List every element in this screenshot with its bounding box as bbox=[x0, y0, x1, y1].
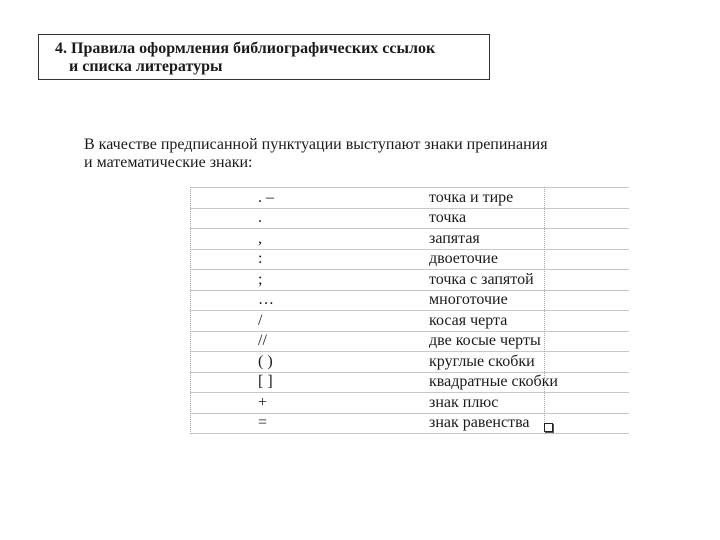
intro-paragraph bbox=[84, 136, 644, 172]
name-cell: точка с запятой bbox=[413, 270, 629, 291]
section-title-line-2: и списка литературы bbox=[69, 58, 223, 75]
sign-cell: = bbox=[190, 413, 413, 434]
punctuation-table-container bbox=[190, 187, 558, 434]
sign-cell: … bbox=[190, 290, 413, 311]
name-cell: знак равенства bbox=[413, 413, 629, 434]
intro-line-1: В качестве предписанной пунктуации выступают знаки препинания bbox=[84, 136, 548, 153]
sign-cell: ( ) bbox=[190, 352, 413, 373]
table-row bbox=[190, 290, 629, 311]
name-cell: двоеточие bbox=[413, 249, 629, 270]
table-row bbox=[190, 208, 629, 229]
name-cell: запятая bbox=[413, 229, 629, 250]
sign-cell: ; bbox=[190, 270, 413, 291]
table-row bbox=[190, 311, 629, 332]
table-row bbox=[190, 270, 629, 291]
name-cell: многоточие bbox=[413, 290, 629, 311]
name-cell: квадратные скобки bbox=[413, 372, 629, 393]
sign-cell: . bbox=[190, 208, 413, 229]
table-row bbox=[190, 352, 629, 373]
section-title-line-1: 4. Правила оформления библиографических ссылок bbox=[55, 40, 436, 57]
sign-cell: / bbox=[190, 311, 413, 332]
name-cell: косая черта bbox=[413, 311, 629, 332]
table-row bbox=[190, 393, 629, 414]
table-row bbox=[190, 413, 629, 434]
table-row bbox=[190, 229, 629, 250]
name-cell: знак плюс bbox=[413, 393, 629, 414]
name-cell: точка bbox=[413, 208, 629, 229]
table-row bbox=[190, 249, 629, 270]
name-cell: точка и тире bbox=[413, 188, 629, 209]
name-cell: круглые скобки bbox=[413, 352, 629, 373]
name-cell: две косые черты bbox=[413, 331, 629, 352]
table-row bbox=[190, 331, 629, 352]
sign-cell: + bbox=[190, 393, 413, 414]
punctuation-table bbox=[190, 187, 629, 434]
sign-cell: // bbox=[190, 331, 413, 352]
sign-cell: : bbox=[190, 249, 413, 270]
table-row bbox=[190, 188, 629, 209]
section-title-box bbox=[38, 34, 490, 80]
sign-cell: . – bbox=[190, 188, 413, 209]
sign-cell: [ ] bbox=[190, 372, 413, 393]
intro-line-2: и математические знаки: bbox=[84, 154, 253, 171]
table-row bbox=[190, 372, 629, 393]
checkbox-bullet-icon bbox=[544, 423, 553, 432]
sign-cell: , bbox=[190, 229, 413, 250]
